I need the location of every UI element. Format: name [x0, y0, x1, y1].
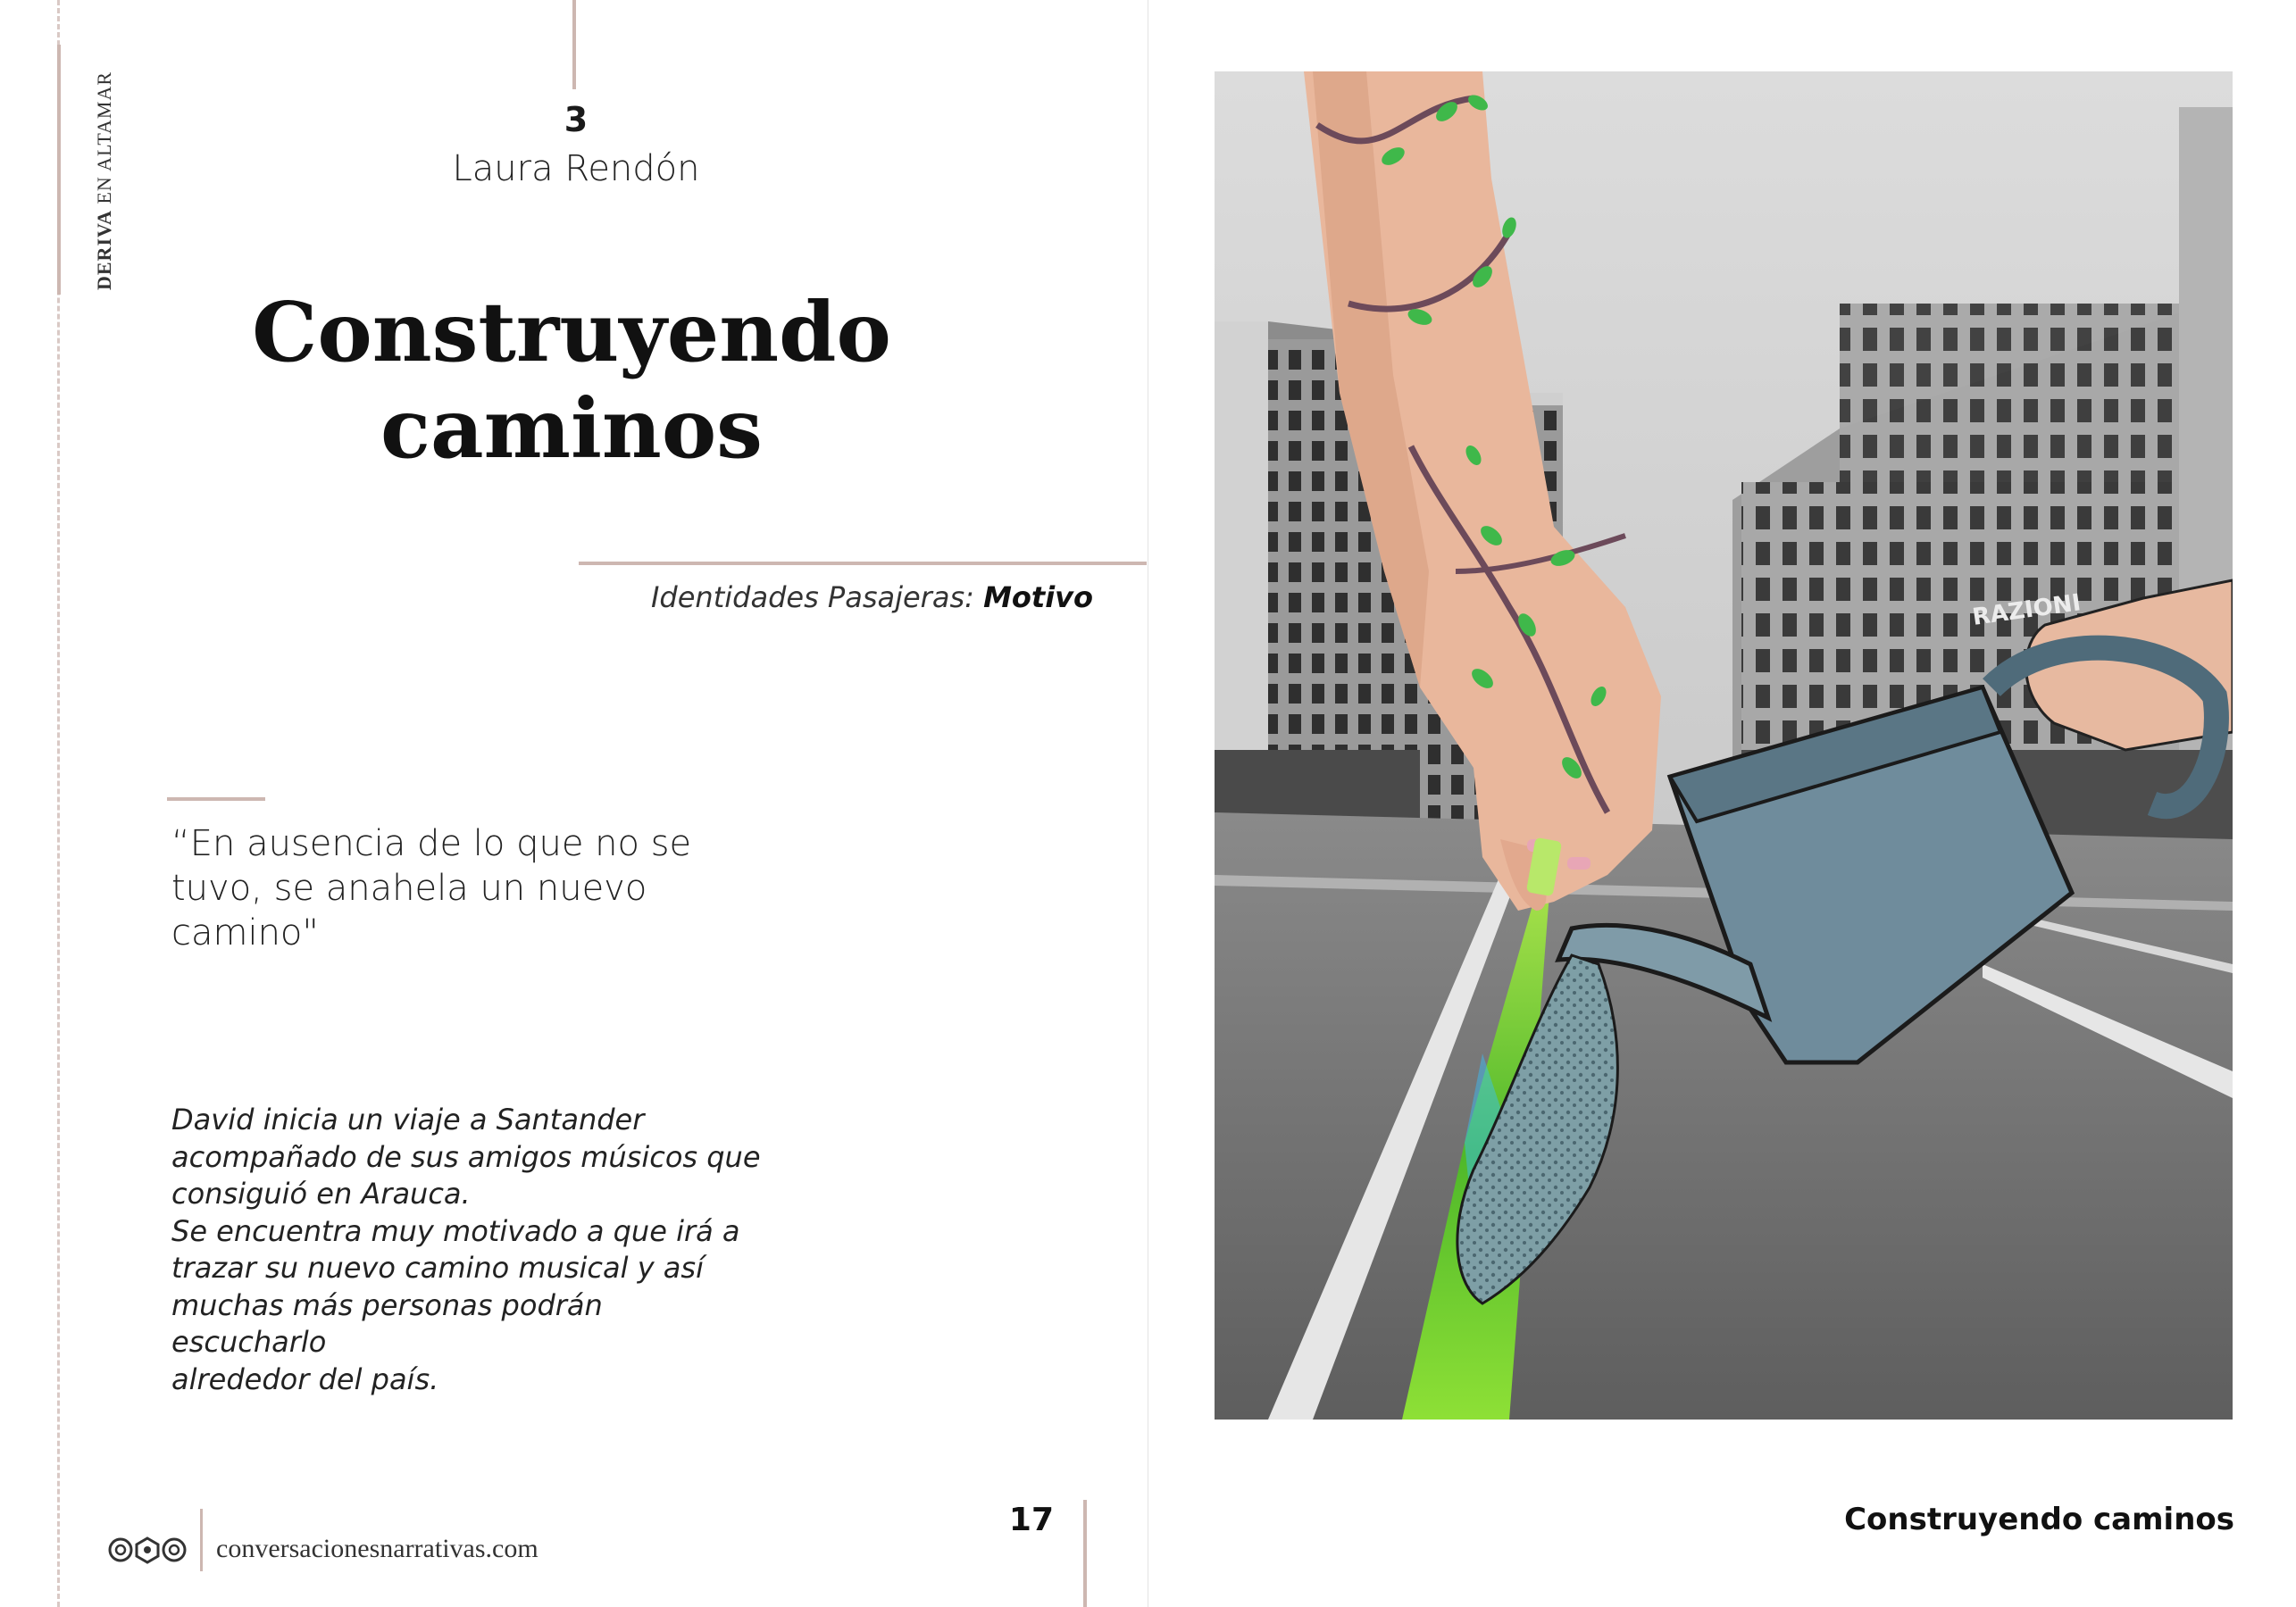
body-line: trazar su nuevo camino musical y así [171, 1251, 704, 1285]
title-line-1: Construyendo [252, 284, 891, 380]
magazine-name-bold: DERIVA [93, 210, 115, 290]
chapter-number: 3 [564, 100, 589, 139]
building-sign: RAZIONI [1970, 589, 2083, 631]
footer-site-link[interactable]: conversacionesnarrativas.com [216, 1534, 539, 1563]
series-label [625, 580, 1093, 614]
magazine-name-vertical [75, 54, 115, 295]
author-name: Laura Rendón [452, 148, 700, 189]
body-text [171, 1102, 761, 1398]
title-divider [579, 562, 1147, 565]
body-line: acompañado de sus amigos músicos que [171, 1139, 761, 1174]
body-line: Se encuentra muy motivado a que irá a [171, 1213, 740, 1248]
site-logo-icon [107, 1534, 188, 1566]
body-line: alrededor del país. [171, 1361, 439, 1396]
magazine-name-rest: EN ALTAMAR [93, 71, 115, 211]
body-line: David inicia un viaje a Santander [171, 1103, 645, 1137]
pull-quote: “En ausencia de lo que no se tuvo, se anahela un nuevo camino" [171, 823, 692, 953]
title-line-2: caminos [380, 380, 763, 477]
top-rule [572, 0, 576, 89]
body-line: consiguió en Arauca. [171, 1177, 471, 1211]
page-number-rule [1083, 1500, 1087, 1607]
quote-rule [167, 797, 265, 801]
running-title: Construyendo caminos [1844, 1502, 2234, 1537]
collage-illustration [1215, 71, 2233, 1420]
series-name: Identidades Pasajeras: [650, 580, 974, 614]
margin-accent-bar [57, 45, 61, 295]
body-line: muchas más personas podrán escucharlo [171, 1287, 603, 1359]
footer-separator [200, 1509, 203, 1571]
page-number: 17 [1008, 1502, 1054, 1538]
series-value: Motivo [983, 580, 1093, 614]
article-title [214, 284, 929, 477]
